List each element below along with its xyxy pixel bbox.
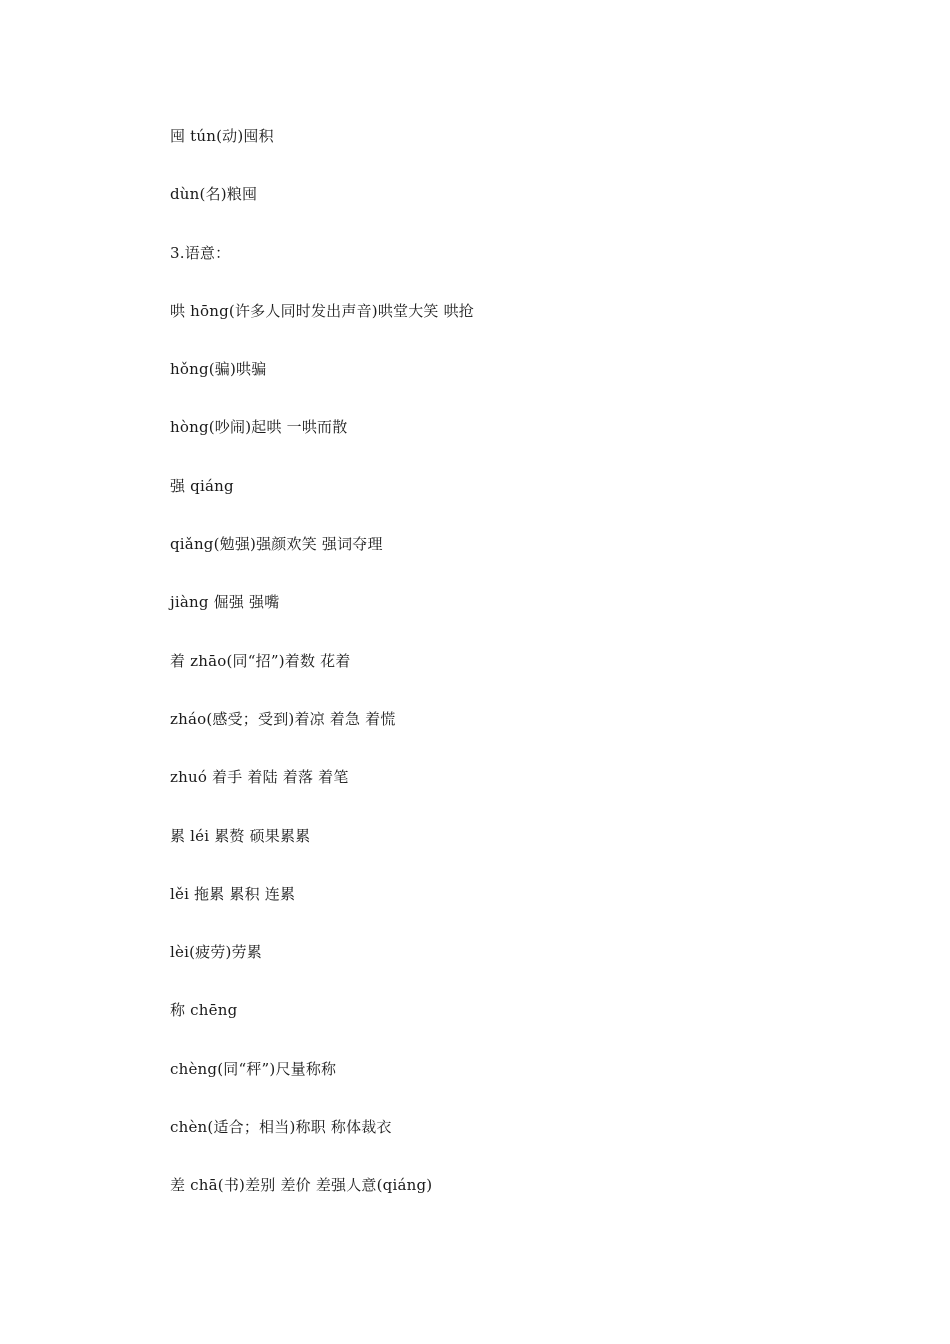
text-line: 称 chēng [170,1001,238,1020]
text-line: 累 léi 累赘 硕果累累 [170,826,311,845]
text-line: chèng(同“秤”)尺量称称 [170,1059,337,1078]
text-line: zhuó 着手 着陆 着落 着笔 [170,768,349,787]
text-line: dùn(名)粮囤 [170,185,258,204]
text-line: 哄 hōng(许多人同时发出声音)哄堂大笑 哄抢 [170,301,474,320]
text-line: lèi(疲劳)劳累 [170,943,262,962]
text-line: chèn(适合；相当)称职 称体裁衣 [170,1118,392,1137]
text-line: lěi 拖累 累积 连累 [170,884,296,903]
text-line: 着 zhāo(同“招”)着数 花着 [170,651,351,670]
text-line: qiǎng(勉强)强颜欢笑 强词夺理 [170,535,383,554]
text-line: hǒng(骗)哄骗 [170,360,267,379]
text-line: hòng(吵闹)起哄 一哄而散 [170,418,348,437]
text-line: zháo(感受；受到)着凉 着急 着慌 [170,709,396,728]
text-line: 强 qiáng [170,476,234,495]
text-line: 囤 tún(动)囤积 [170,127,274,145]
section-heading: 3.语意： [170,243,231,262]
text-line: 差 chā(书)差别 差价 差强人意(qiáng) [170,1176,433,1195]
document-body [170,124,870,1232]
text-line: jiàng 倔强 强嘴 [170,593,280,612]
